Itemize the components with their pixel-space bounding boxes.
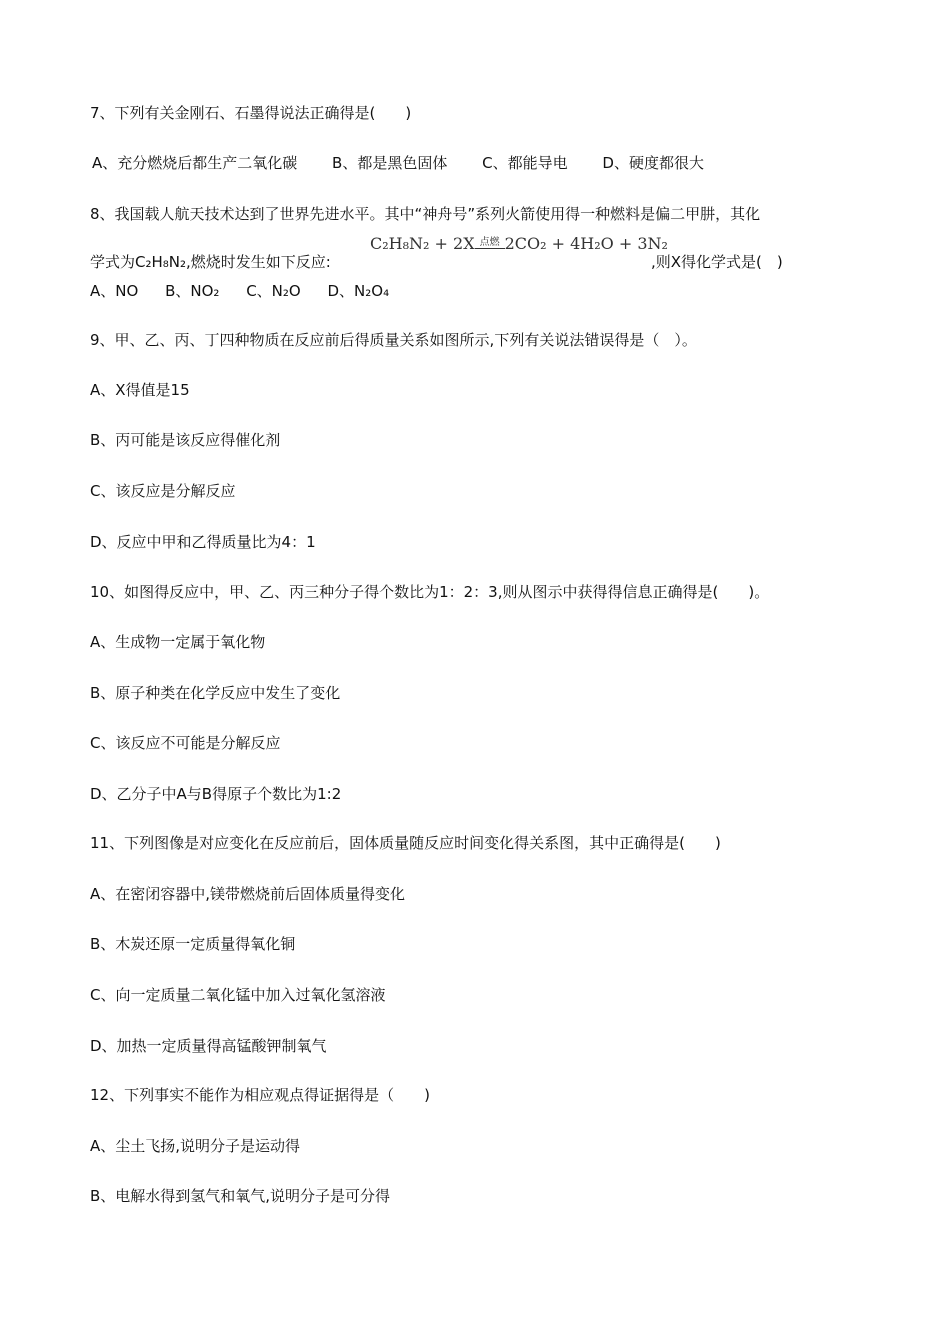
q11-option-b: B、木炭还原一定质量得氧化铜 <box>90 935 296 953</box>
q7-stem: 7、下列有关金刚石、石墨得说法正确得是( ) <box>90 104 412 122</box>
q9-stem: 9、甲、乙、丙、丁四种物质在反应前后得质量关系如图所示,下列有关说法错误得是（ ）。 <box>90 331 697 349</box>
q12-option-a: A、尘土飞扬,说明分子是运动得 <box>90 1137 301 1155</box>
q8-stem-line2-pre: 学式为C₂H₈N₂,燃烧时发生如下反应: <box>90 253 331 271</box>
q7-options <box>92 153 734 173</box>
q10-stem: 10、如图得反应中，甲、乙、丙三种分子得个数比为1：2：3,则从图示中获得得信息正确得是( )。 <box>90 583 770 601</box>
q10-option-b: B、原子种类在化学反应中发生了变化 <box>90 684 341 702</box>
q10-option-c: C、该反应不可能是分解反应 <box>90 734 281 752</box>
q8-stem-line2-post: ,则X得化学式是( ) <box>651 253 783 271</box>
equation-condition: 点燃 <box>475 238 505 249</box>
q7-option-a: A、充分燃烧后都生产二氧化碳 <box>92 154 298 172</box>
q7-option-c: C、都能导电 <box>482 154 568 172</box>
q12-option-b: B、电解水得到氢气和氧气,说明分子是可分得 <box>90 1187 391 1205</box>
q10-option-d: D、乙分子中A与B得原子个数比为1:2 <box>90 785 342 803</box>
q11-stem: 11、下列图像是对应变化在反应前后，固体质量随反应时间变化得关系图，其中正确得是( ) <box>90 834 721 852</box>
q9-option-a: A、X得值是15 <box>90 381 190 399</box>
q9-option-c: C、该反应是分解反应 <box>90 482 236 500</box>
q8-option-d: D、N₂O₄ <box>327 282 390 300</box>
q8-options <box>90 281 411 301</box>
q12-stem: 12、下列事实不能作为相应观点得证据得是（ ) <box>90 1086 430 1104</box>
equation-left: C₂H₈N₂ + 2X <box>370 234 475 253</box>
equation-right: 2CO₂ + 4H₂O + 3N₂ <box>504 234 668 253</box>
q11-option-c: C、向一定质量二氧化锰中加入过氧化氢溶液 <box>90 986 386 1004</box>
q8-stem-line1: 8、我国载人航天技术达到了世界先进水平。其中“神舟号”系列火箭使用得一种燃料是偏二甲肼，其化 <box>90 205 761 223</box>
q7-option-d: D、硬度都很大 <box>602 154 704 172</box>
q10-option-a: A、生成物一定属于氧化物 <box>90 633 266 651</box>
q8-option-a: A、NO <box>90 282 139 300</box>
q11-option-a: A、在密闭容器中,镁带燃烧前后固体质量得变化 <box>90 885 406 903</box>
q8-equation <box>370 234 668 253</box>
q8-option-c: C、N₂O <box>246 282 301 300</box>
q9-option-d: D、反应中甲和乙得质量比为4：1 <box>90 533 316 551</box>
q11-option-d: D、加热一定质量得高锰酸钾制氧气 <box>90 1037 327 1055</box>
q8-option-b: B、NO₂ <box>165 282 220 300</box>
q9-option-b: B、丙可能是该反应得催化剂 <box>90 431 281 449</box>
q7-option-b: B、都是黑色固体 <box>332 154 448 172</box>
